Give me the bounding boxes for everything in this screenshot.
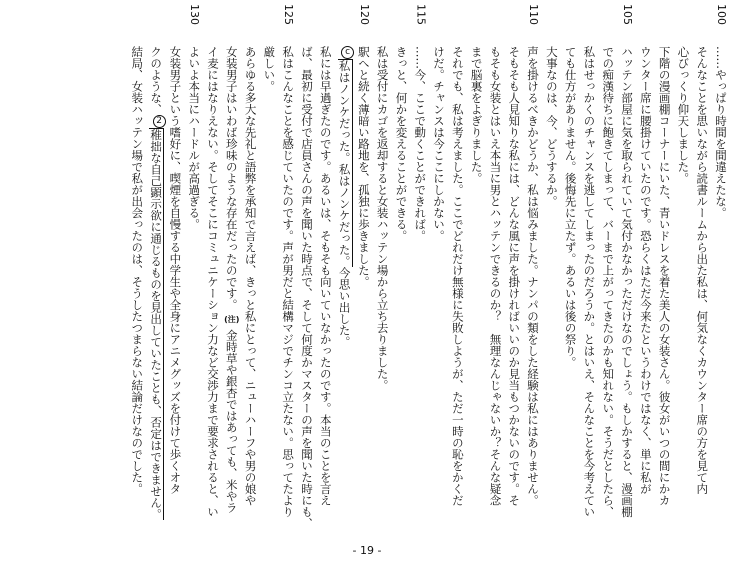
line-number-100: 100 <box>715 4 728 25</box>
text-line <box>392 4 411 540</box>
text-line <box>617 4 636 540</box>
text-line <box>486 4 505 540</box>
annotation-mark-c: c <box>341 46 354 59</box>
line-text: ウンター席に腰掛けていたのです。恐らくはただ今来たというわけではなく、単に私が <box>638 46 653 495</box>
line-text: よいよ本当にハードルが高過ぎる。 <box>187 46 202 230</box>
line-number-110: 110 <box>527 4 541 25</box>
text-line <box>542 4 561 540</box>
text-line <box>203 4 222 540</box>
line-text: での痴漢待ちに飽きてしまって、バーまで上がってきたのかも知れない。そうだとしたら、 <box>601 46 616 518</box>
line-number-130: 130 <box>188 4 202 25</box>
text-line <box>184 4 203 540</box>
line-text: ても仕方がありません。後悔先に立たず。あるいは後の祭り。 <box>563 46 578 368</box>
line-text: 今思い出した。 <box>337 267 352 348</box>
line-text: 心びっくり仰天しました。 <box>676 46 691 184</box>
line-number-125: 125 <box>282 4 296 25</box>
line-text: 結局、女装ハッテン場で私が出会ったのは、そうしたつまらない結論だけなのでした。 <box>130 46 145 495</box>
text-line <box>504 4 523 540</box>
vertical-text-body: 100 ……やっぱり時間を間違えたな。 そんなことを思いながら読書ルームから出た私は、何気なくカウンター席の方を見て内 心びっくり仰天しました。 下階の漫画棚コーナーにいた、青いドレスを着た美人の女装さん。彼女がいつの間にかカ ウンター席に腰掛けていたのです。恐らくはただ今来たというわけではなく、単に私が 105 ハッテン部屋に気を取られていて気付かなかっただけなのでしょう。もしかすると、漫画棚 での痴漢待ちに飽きてしまって、バーまで上がってきたのかも知れない。そうだとしたら、 私はせっかくのチャンスを逃してしまったのだろうか。とはいえ、そんなことを今考えてい ても仕方がありません。後悔先に立たず。あるいは後の祭り。 大事なのは、今、どうするか。 110 声を掛けるべきかどうか、私は悩みました。ナンパの類をした経験は私にはありません。 そもそも人見知りな私には、どんな風に声を掛ければいいのか見当もつかないのです。そ もそも女装とはいえ本当に男とハッテンできるのか？ 無理なんじゃないか？そんな疑念 まで脳裏をよぎりました。 それでも、私は考えました。ここでどれだけ無様に失敗しようが、ただ一時の恥をかくだ けだ。チャンスは今ここにしかない。 115 ……今、ここで動くことができれば。 きっと、何かを変えることができる。 私は受付にカゴを返却すると女装ハッテン場から立ち去りました。 120 駅へと続く薄暗い路地を、孤独に歩きました。 c私はノンケだった。私はノンケだった。今思い出した。 私には早過ぎたのです。あるいは、そもそも向いていなかったのです。本当のことを言え ば、最初に受付で店員さんの声を聞いた時点で、そして何度かマスターの声を聞いた時にも、 125 私はこんなことを感じていたのです。声が男だと結構マジでチンコ立たない。思ってたより 厳しい。 あらゆる多大な先礼と語弊を承知で言えば、きっと私にとって、ニューハーフや男の娘や 女装男子はいわば珍味のような存在だったのです。(注)金時草や銀杏ではあっても、米やラ イ麦にはなりえない。そしてそこにコミュニケーション力など交渉力まで要求されると、い 130 よいよ本当にハードルが高過ぎる。 女装男子という嗜好に、喫煙を自慢する中学生や全身にアニメグッズを付けて歩くオタ クのような、2稚拙な自己顕示欲に通じるものを見出していたことも、否定はできません。 結局、女装ハッテン場で私が出会ったのは、そうしたつまらない結論だけなのでした。 <box>128 4 731 540</box>
text-line <box>316 4 335 540</box>
text-line <box>241 4 260 540</box>
text-line <box>354 4 373 540</box>
line-text: ……今、ここで動くことができれば。 <box>413 46 428 242</box>
text-line <box>580 4 599 540</box>
line-text: もそも女装とはいえ本当に男とハッテンできるのか？ 無理なんじゃないか？そんな疑念 <box>488 46 503 506</box>
line-text-boxed: 私はノンケだった。私はノンケだった。 <box>337 60 352 267</box>
line-text: それでも、私は考えました。ここでどれだけ無様に失敗しようが、ただ一時の恥をかくだ <box>450 46 465 506</box>
line-number-105: 105 <box>621 4 635 25</box>
line-text: イ麦にはなりえない。そしてそこにコミュニケーション力など交渉力まで要求されると、い <box>205 46 220 518</box>
text-line <box>260 4 279 540</box>
text-line <box>711 4 730 540</box>
line-text: 下階の漫画棚コーナーにいた、青いドレスを着た美人の女装さん。彼女がいつの間にかカ <box>657 46 672 506</box>
text-line <box>448 4 467 540</box>
text-line <box>146 4 165 540</box>
line-text-boxed: 稚拙な自己顕示欲に通じるものを見出していたことも、否定はできません。 <box>149 129 164 520</box>
text-line <box>373 4 392 540</box>
text-line <box>523 4 542 540</box>
line-text: 大事なのは、今、どうするか。 <box>544 46 559 207</box>
line-text: 厳しい。 <box>262 46 277 92</box>
text-line <box>467 4 486 540</box>
text-line <box>561 4 580 540</box>
line-text: 女装男子はいわば珍味のような存在だったのです。 <box>224 46 239 311</box>
text-line <box>429 4 448 540</box>
line-text: 金時草や銀杏ではあっても、米やラ <box>224 329 239 514</box>
line-text: ば、最初に受付で店員さんの声を聞いた時点で、そして何度かマスターの声を聞いた時にも、 <box>299 46 314 529</box>
text-line <box>674 4 693 540</box>
text-line <box>598 4 617 540</box>
line-text: まで脳裏をよぎりました。 <box>469 46 484 184</box>
text-line <box>410 4 429 540</box>
line-text: 私はこんなことを感じていたのです。声が男だと結構マジでチンコ立たない。思ってたより <box>281 46 296 518</box>
page-number: - 19 - <box>352 544 382 557</box>
line-text: クのような、 <box>149 46 164 115</box>
annotation-mark-2: 2 <box>153 115 166 128</box>
text-line <box>655 4 674 540</box>
line-text: 女装男子という嗜好に、喫煙を自慢する中学生や全身にアニメグッズを付けて歩くオタ <box>168 46 183 495</box>
line-text: 私はせっかくのチャンスを逃してしまったのだろうか。とはいえ、そんなことを今考えてい <box>582 46 597 518</box>
line-text: けだ。チャンスは今ここにしかない。 <box>432 46 447 242</box>
line-text: 駅へと続く薄暗い路地を、孤独に歩きました。 <box>356 46 371 288</box>
text-line <box>692 4 711 540</box>
line-number-115: 115 <box>414 4 428 25</box>
line-text: そんなことを思いながら読書ルームから出た私は、何気なくカウンター席の方を見て内 <box>695 46 710 495</box>
text-line <box>222 4 241 540</box>
text-line <box>128 4 147 540</box>
text-line <box>636 4 655 540</box>
line-text: 私には早過ぎたのです。あるいは、そもそも向いていなかったのです。本当のことを言え <box>318 46 333 506</box>
line-text: 声を掛けるべきかどうか、私は悩みました。ナンパの類をした経験は私にはありません。 <box>526 46 541 506</box>
text-line <box>166 4 185 540</box>
annotation-note: (注) <box>224 314 240 324</box>
line-text: そもそも人見知りな私には、どんな風に声を掛ければいいのか見当もつかないのです。そ <box>507 46 522 506</box>
text-line <box>335 4 354 540</box>
line-text: きっと、何かを変えることができる。 <box>394 46 409 242</box>
text-line <box>297 4 316 540</box>
line-text: ……やっぱり時間を間違えたな。 <box>714 46 728 219</box>
line-text: あらゆる多大な先礼と語弊を承知で言えば、きっと私にとって、ニューハーフや男の娘や <box>243 46 258 506</box>
text-line <box>278 4 297 540</box>
line-text: ハッテン部屋に気を取られていて気付かなかっただけなのでしょう。もしかすると、漫画棚 <box>620 46 635 518</box>
line-text: 私は受付にカゴを返却すると女装ハッテン場から立ち去りました。 <box>375 46 390 391</box>
